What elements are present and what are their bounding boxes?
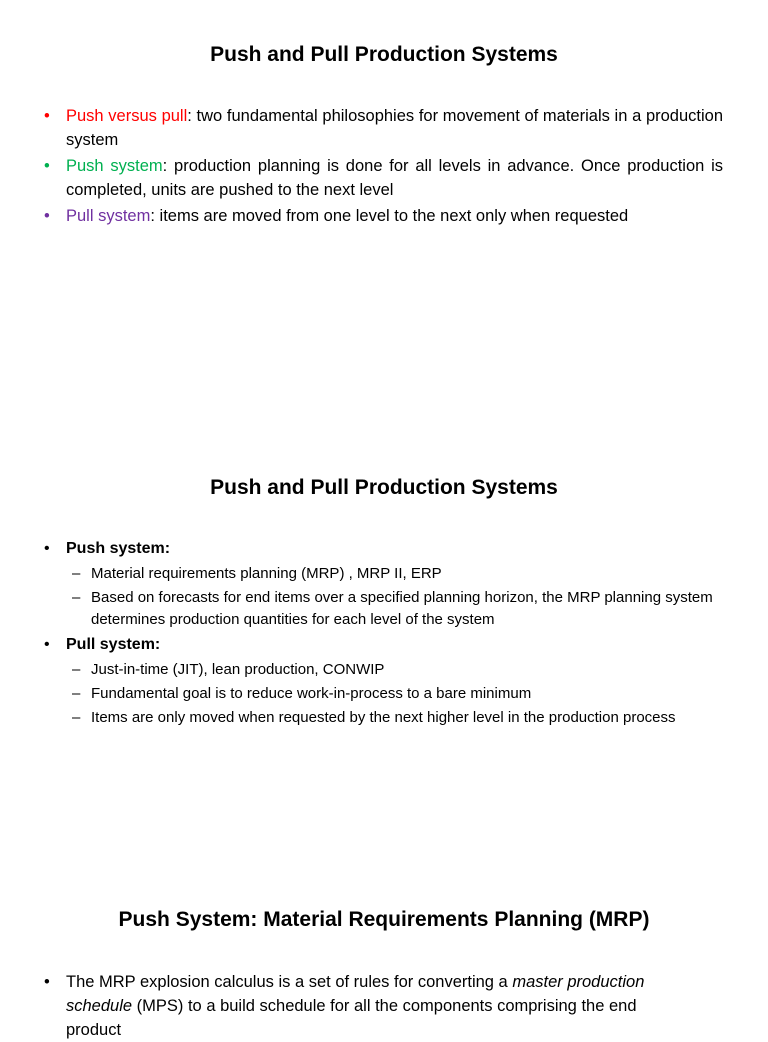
dash-marker: – [72, 709, 81, 726]
sub-item-text: Based on forecasts for end items over a specified planning horizon, the MRP planning system determines production quantities for each level of the system [91, 589, 713, 628]
bullet-mrp-explosion-calculus [44, 970, 684, 1042]
sub-item-text: Material requirements planning (MRP) , MRP II, ERP [91, 565, 442, 582]
slide-3-bullet-list [44, 970, 684, 1042]
bullet-dot: • [44, 973, 50, 991]
slide-1-title: Push and Pull Production Systems [210, 43, 558, 66]
sub-item-text: Just-in-time (JIT), lean production, CONWIP [91, 661, 385, 678]
pull-system-heading: Pull system: [66, 636, 161, 653]
sub-item-text: Fundamental goal is to reduce work-in-process to a bare minimum [91, 685, 532, 702]
bullet-dot: • [44, 207, 50, 225]
mrp-text-italic: master production schedule [66, 973, 645, 1015]
bullet-dot: • [44, 107, 50, 125]
push-system-heading: Push system: [66, 540, 171, 557]
sub-item-text: Items are only moved when requested by the next higher level in the production process [91, 709, 676, 726]
dash-marker: – [72, 589, 81, 606]
mrp-text-part1: The MRP explosion calculus is a set of rules for converting a [66, 973, 513, 991]
dash-marker: – [72, 661, 81, 678]
dash-marker: – [72, 685, 81, 702]
pull-system-term: Pull system [66, 207, 151, 225]
bullet-dot: • [44, 157, 50, 175]
push-versus-pull-term: Push versus pull [66, 107, 188, 125]
push-system-term: Push system [66, 157, 163, 175]
slide-2-title: Push and Pull Production Systems [210, 476, 558, 499]
push-versus-pull-text: : two fundamental philosophies for movement of materials in a production system [66, 107, 723, 149]
push-system-text: : production planning is done for all levels in advance. Once production is completed, units are pushed to the next level [66, 157, 724, 199]
bullet-dot: • [44, 540, 50, 557]
slide-3-title: Push System: Material Requirements Planning (MRP) [118, 908, 650, 931]
pull-system-text: : items are moved from one level to the next only when requested [150, 207, 629, 225]
mrp-text-part2: (MPS) to a build schedule for all the components comprising the end product [66, 997, 637, 1039]
bullet-dot: • [44, 636, 50, 653]
dash-marker: – [72, 565, 81, 582]
